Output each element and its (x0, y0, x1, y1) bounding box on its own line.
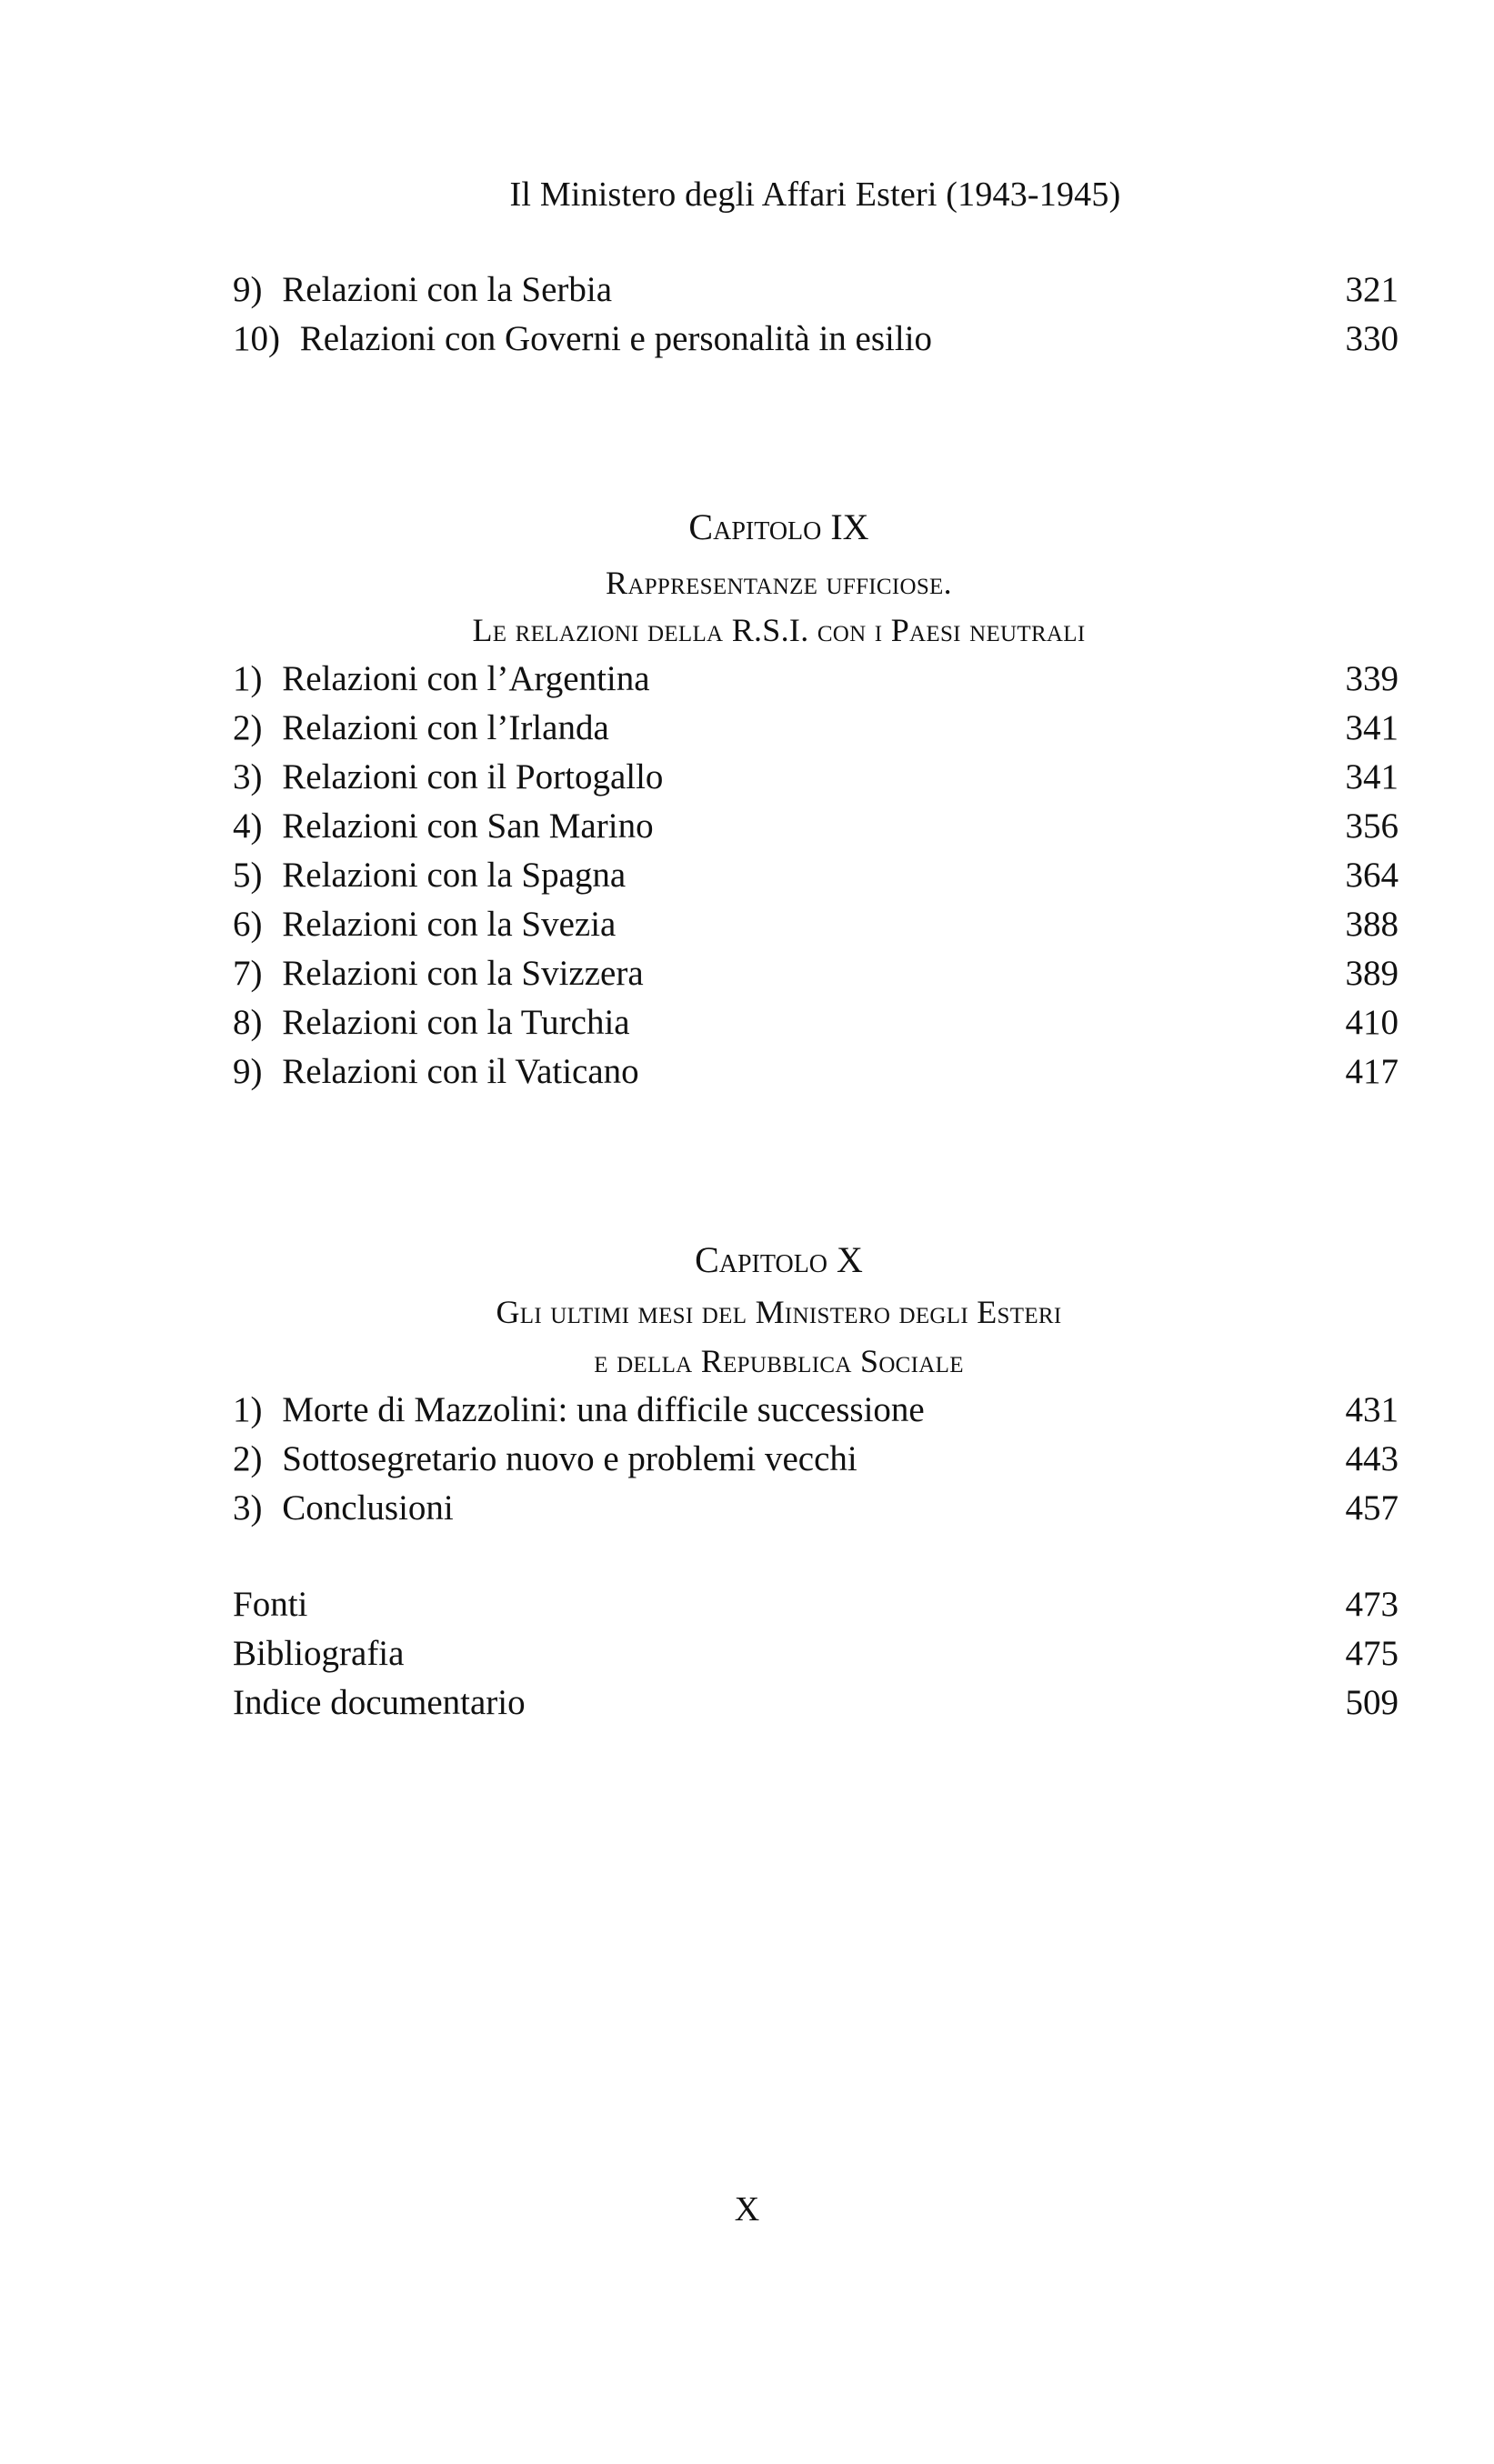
entry-page-number: 473 (1345, 1585, 1399, 1624)
toc-entry-back-matter[interactable] (233, 1629, 1399, 1678)
entry-page-number: 457 (1345, 1488, 1399, 1527)
entry-title: Relazioni con la Serbia (282, 270, 613, 309)
entry-page-number: 431 (1345, 1390, 1399, 1429)
toc-entry-back-matter[interactable] (233, 1580, 1399, 1629)
toc-entry[interactable] (233, 704, 1399, 753)
entry-page-number: 443 (1345, 1439, 1399, 1478)
entry-number: 3) (233, 1488, 263, 1527)
toc-entry[interactable] (233, 1386, 1399, 1435)
entry-title: Relazioni con San Marino (282, 806, 654, 846)
entry-page-number: 417 (1345, 1052, 1399, 1091)
toc-entry[interactable] (233, 1047, 1399, 1097)
entry-title: Relazioni con Governi e personalità in esilio (299, 319, 933, 358)
entry-title: Relazioni con la Spagna (282, 856, 627, 895)
entry-title: Sottosegretario nuovo e problemi vecchi (282, 1439, 857, 1478)
entry-title: Bibliografia (233, 1634, 405, 1673)
toc-entry[interactable] (233, 1435, 1399, 1484)
entry-page-number: 509 (1345, 1683, 1399, 1722)
entry-number: 2) (233, 708, 263, 747)
entry-page-number: 388 (1345, 905, 1399, 944)
entry-title: Relazioni con la Svezia (282, 905, 617, 944)
running-head (0, 175, 1494, 215)
entry-title: Relazioni con la Turchia (282, 1003, 630, 1042)
entry-page-number: 364 (1345, 856, 1399, 895)
toc-entry[interactable] (233, 949, 1399, 998)
toc-entry[interactable] (233, 655, 1399, 704)
page-number: X (734, 2190, 760, 2229)
entry-title: Morte di Mazzolini: una difficile successione (282, 1390, 925, 1429)
entry-number: 8) (233, 1003, 263, 1042)
entry-page-number: 321 (1345, 270, 1399, 309)
entry-number: 9) (233, 270, 263, 309)
entry-title: Relazioni con il Vaticano (282, 1052, 639, 1091)
entry-number: 7) (233, 954, 263, 993)
entry-number: 6) (233, 905, 263, 944)
entry-number: 5) (233, 856, 263, 895)
running-head-text: Il Ministero degli Affari Esteri (1943-1945) (509, 175, 1121, 214)
entry-number: 4) (233, 806, 263, 846)
entry-page-number: 356 (1345, 806, 1399, 846)
entry-page-number: 341 (1345, 757, 1399, 796)
entry-number: 10) (233, 319, 280, 358)
toc-entry[interactable] (233, 1484, 1399, 1533)
entry-title: Relazioni con l’Irlanda (282, 708, 609, 747)
entry-page-number: 330 (1345, 319, 1399, 358)
entry-page-number: 341 (1345, 708, 1399, 747)
chapter-ix-label: Capitolo IX (688, 506, 869, 547)
toc-entry[interactable] (233, 802, 1399, 851)
chapter-ix-subtitle-1: Rappresentanze ufficiose. (606, 565, 952, 601)
entry-title: Relazioni con la Svizzera (282, 954, 644, 993)
entry-title: Indice documentario (233, 1683, 526, 1722)
toc-entry[interactable] (233, 900, 1399, 949)
entry-number: 2) (233, 1439, 263, 1478)
entry-title: Fonti (233, 1585, 308, 1624)
entry-number: 9) (233, 1052, 263, 1091)
toc-entry[interactable] (233, 265, 1399, 315)
entry-title: Relazioni con il Portogallo (282, 757, 664, 796)
entry-page-number: 389 (1345, 954, 1399, 993)
entry-number: 1) (233, 1390, 263, 1429)
entry-page-number: 475 (1345, 1634, 1399, 1673)
chapter-x-subtitle-2: e della Repubblica Sociale (594, 1343, 964, 1379)
chapter-x-label: Capitolo X (695, 1239, 863, 1280)
toc-entry-back-matter[interactable] (233, 1678, 1399, 1728)
entry-number: 3) (233, 757, 263, 796)
entry-title: Relazioni con l’Argentina (282, 659, 650, 698)
entry-page-number: 410 (1345, 1003, 1399, 1042)
entry-page-number: 339 (1345, 659, 1399, 698)
entry-number: 1) (233, 659, 263, 698)
toc-entry[interactable] (233, 753, 1399, 802)
toc-entry[interactable] (233, 998, 1399, 1047)
chapter-x-subtitle-1: Gli ultimi mesi del Ministero degli Esteri (496, 1294, 1062, 1330)
toc-entry[interactable] (233, 315, 1399, 364)
chapter-ix-subtitle-2: Le relazioni della R.S.I. con i Paesi neutrali (472, 612, 1086, 648)
toc-entry[interactable] (233, 851, 1399, 900)
entry-title: Conclusioni (282, 1488, 454, 1527)
